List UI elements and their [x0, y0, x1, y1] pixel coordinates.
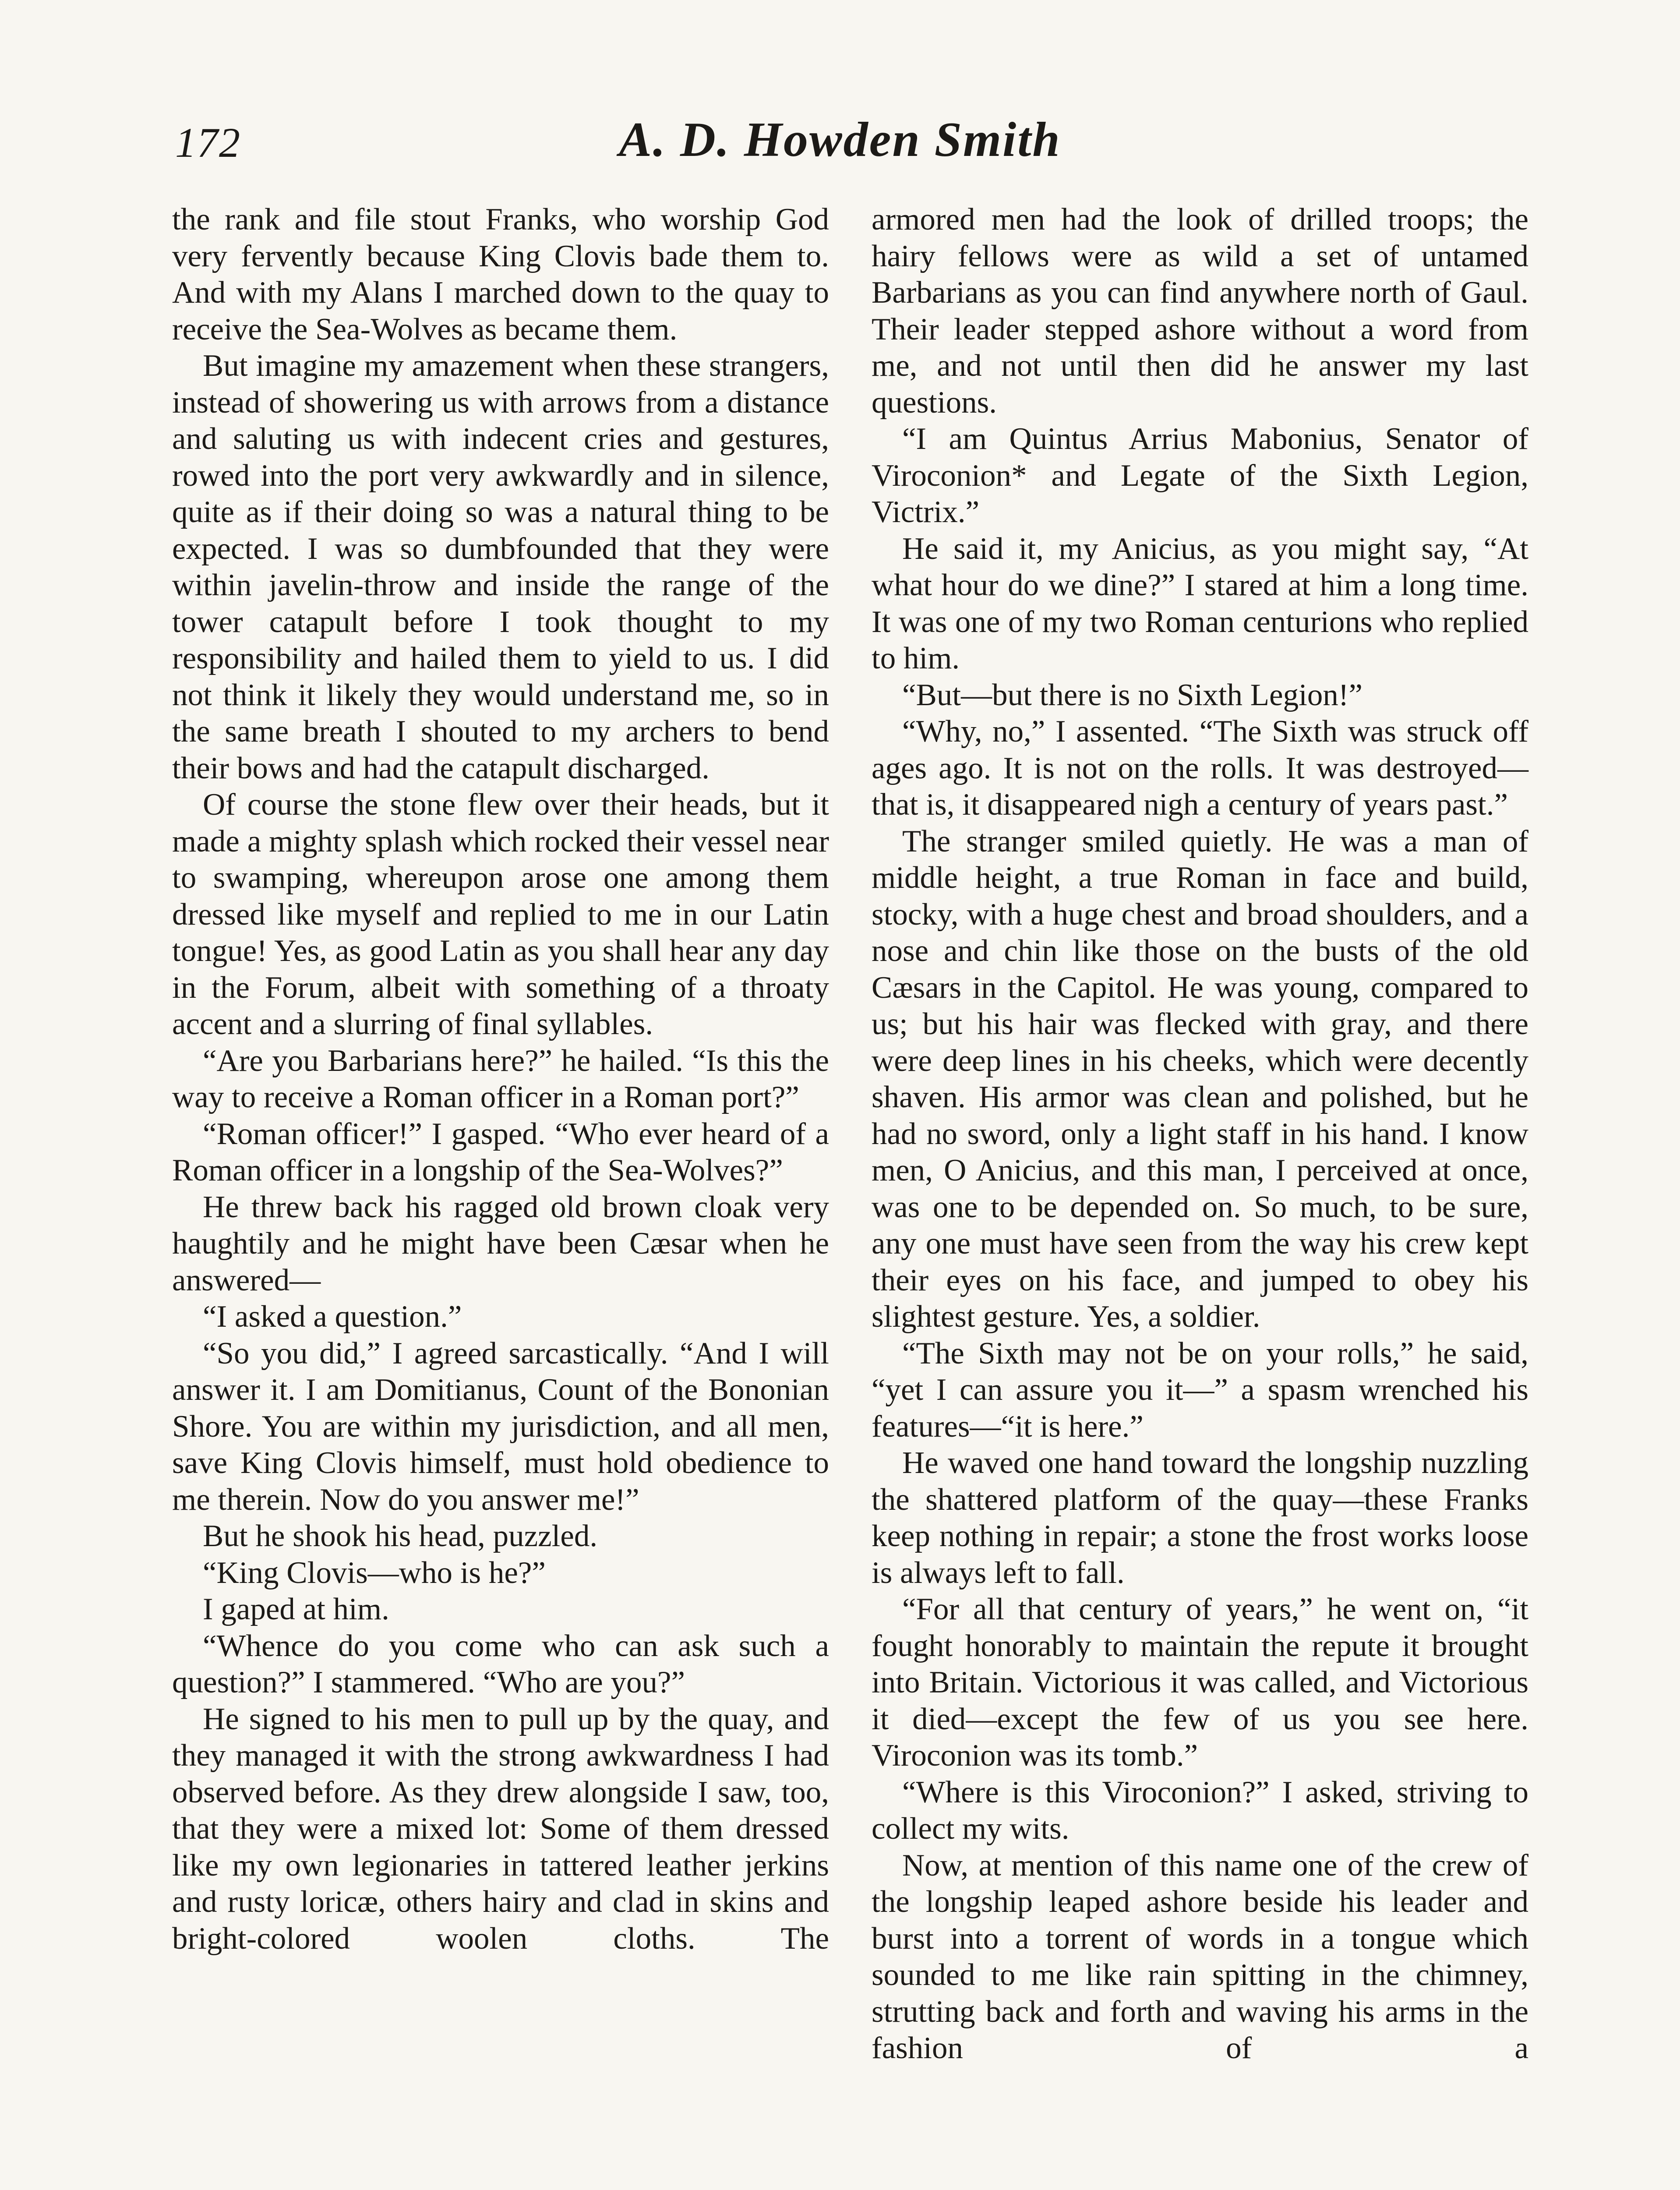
paragraph: “So you did,” I agreed sarcastically. “And I will answer it. I am Domitianus, Count of the Bononian Shore. You are within my jurisdiction, and all men, save King Clovis himself, must hold obedience to me therein. Now do you answer me!”	[172, 1336, 829, 1517]
paragraph: Now, at mention of this name one of the crew of the longship leaped ashore beside his leader and burst into a torrent of words in a tongue which sounded to me like rain spitting in the chimney, strutting back and forth and waving his arms in the fashion of a	[872, 1848, 1528, 2065]
paragraph: the rank and file stout Franks, who worship God very fervently because King Clovis bade them to. And with my Alans I marched down to the quay to receive the Sea-Wolves as became them.	[172, 202, 829, 346]
paragraph: He said it, my Anicius, as you might say, “At what hour do we dine?” I stared at him a long time. It was one of my two Roman centurions who replied to him.	[872, 531, 1528, 675]
right-column	[872, 201, 1528, 2067]
paragraph: Of course the stone flew over their heads, but it made a mighty splash which rocked their vessel near to swamping, whereupon arose one among them dressed like myself and replied to me in our Latin tongue! Yes, as good Latin as you shall hear any day in the Forum, albeit with something of a throaty accent and a slurring of final syllables.	[172, 788, 829, 1041]
paragraph: “King Clovis—who is he?”	[203, 1555, 546, 1590]
paragraph: “Roman officer!” I gasped. “Who ever heard of a Roman officer in a longship of the Sea-Wolves?”	[172, 1116, 829, 1187]
paragraph: “The Sixth may not be on your rolls,” he said, “yet I can assure you it—” a spasm wrenched his features—“it is here.”	[872, 1336, 1528, 1444]
paragraph: “I asked a question.”	[203, 1300, 462, 1334]
paragraph: “Whence do you come who can ask such a question?” I stammered. “Who are you?”	[172, 1628, 829, 1699]
paragraph: I gaped at him.	[203, 1592, 389, 1626]
running-head: A. D. Howden Smith	[619, 113, 1061, 167]
left-column	[172, 201, 829, 1957]
paragraph: “Are you Barbarians here?” he hailed. “Is this the way to receive a Roman officer in a Roman port?”	[172, 1043, 829, 1114]
paragraph: “For all that century of years,” he went on, “it fought honorably to maintain the repute it brought into Britain. Victorious it was called, and Victorious it died—except the few of us you see here. Viroconion was its tomb.”	[872, 1592, 1528, 1773]
paragraph: “I am Quintus Arrius Mabonius, Senator of Viroconion* and Legate of the Sixth Legion, Victrix.”	[872, 422, 1528, 529]
paragraph: “Where is this Viroconion?” I asked, striving to collect my wits.	[872, 1775, 1528, 1846]
paragraph: But imagine my amazement when these strangers, instead of showering us with arrows from a distance and saluting us with indecent cries and gestures, rowed into the port very awkwardly and in silence, quite as if their doing so was a natural thing to be expected. I was so dumbfounded that they were within javelin-throw and inside the range of the tower catapult before I took thought to my responsibility and hailed them to yield to us. I did not think it likely they would understand me, so in the same breath I shouted to my archers to bend their bows and had the catapult discharged.	[172, 349, 829, 785]
paragraph: But he shook his head, puzzled.	[203, 1519, 598, 1553]
paragraph: “But—but there is no Sixth Legion!”	[902, 678, 1363, 712]
paragraph: He waved one hand toward the longship nuzzling the shattered platform of the quay—these Franks keep nothing in repair; a stone the frost works loose is always left to fall.	[872, 1446, 1528, 1590]
paragraph: “Why, no,” I assented. “The Sixth was struck off ages ago. It is not on the rolls. It was destroyed—that is, it disappeared nigh a century of years past.”	[872, 714, 1528, 822]
page-number: 172	[175, 119, 241, 166]
paragraph: The stranger smiled quietly. He was a man of middle height, a true Roman in face and build, stocky, with a huge chest and broad shoulders, and a nose and chin like those on the busts of the old Cæsars in the Capitol. He was young, compared to us; but his hair was flecked with gray, and there were deep lines in his cheeks, which were decently shaven. His armor was clean and polished, but he had no sword, only a light staff in his hand. I know men, O Anicius, and this man, I perceived at once, was one to be depended on. So much, to be sure, any one must have seen from the way his crew kept their eyes on his face, and jumped to obey his slightest gesture. Yes, a soldier.	[872, 824, 1528, 1334]
paragraph: armored men had the look of drilled troops; the hairy fellows were as wild a set of untamed Barbarians as you can find anywhere north of Gaul. Their leader stepped ashore without a word from me, and not until then did he answer my last questions.	[872, 202, 1528, 420]
paragraph: He threw back his ragged old brown cloak very haughtily and he might have been Cæsar when he answered—	[172, 1190, 829, 1297]
paragraph: He signed to his men to pull up by the quay, and they managed it with the strong awkwardness I had observed before. As they drew alongside I saw, too, that they were a mixed lot: Some of them dressed like my own legionaries in tattered leather jerkins and rusty loricæ, others hairy and clad in skins and bright-colored woolen cloths. The	[172, 1702, 829, 1956]
